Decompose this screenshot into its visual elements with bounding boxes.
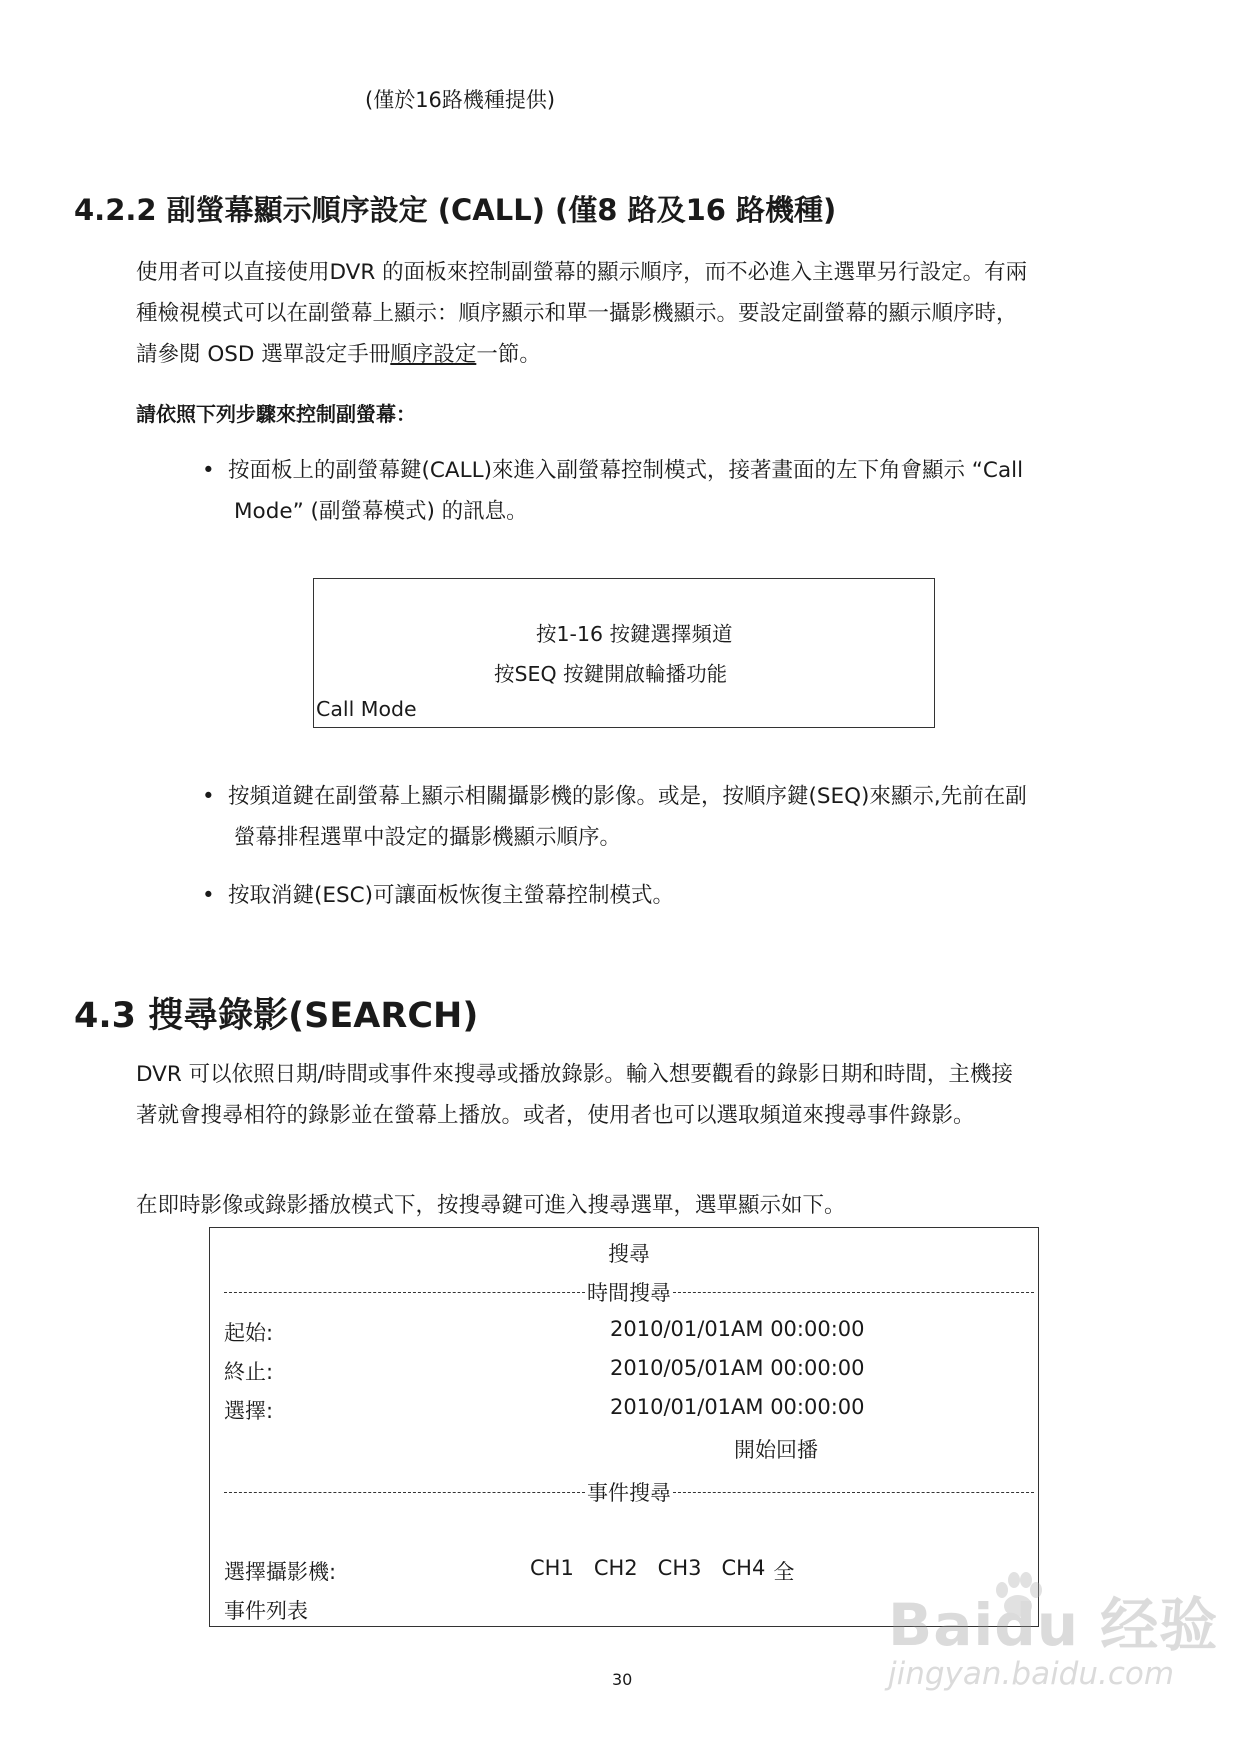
sequence-settings-link[interactable]: 順序設定 — [390, 342, 477, 367]
call-mode-label: Call Mode — [316, 697, 417, 721]
intro-paragraph — [136, 252, 1176, 375]
time-search-label: 時間搜尋 — [587, 1281, 671, 1305]
search-intro: 在即時影像或錄影播放模式下，按搜尋鍵可進入搜尋選單，選單顯示如下。 — [136, 1193, 846, 1218]
watermark-logo: Baidu 经验 — [888, 1591, 1219, 1659]
call-box-line: 按1-16 按鍵選擇頻道 — [536, 622, 733, 646]
camera-select-label: 選擇攝影機: — [224, 1560, 337, 1584]
event-search-label: 事件搜尋 — [587, 1481, 671, 1505]
bullet-item — [228, 450, 1173, 532]
end-label: 終止: — [224, 1360, 274, 1384]
paragraph-line: 種檢視模式可以在副螢幕上顯示：順序顯示和單一攝影機顯示。要設定副螢幕的顯示順序時， — [136, 301, 1018, 326]
start-time-field[interactable]: 2010/01/01AM 00:00:00 — [610, 1317, 865, 1341]
baidu-watermark — [888, 1578, 1219, 1706]
select-label: 選擇: — [224, 1399, 274, 1423]
dashed-rule — [673, 1292, 1034, 1293]
channel-ch4[interactable]: CH4 — [721, 1556, 766, 1580]
call-mode-screen — [313, 578, 935, 728]
select-time-field[interactable]: 2010/01/01AM 00:00:00 — [610, 1395, 865, 1419]
channel-all[interactable]: 全 — [773, 1560, 795, 1584]
page-number: 30 — [612, 1670, 633, 1689]
bullet-line: • 按頻道鍵在副螢幕上顯示相關攝影機的影像。或是，按順序鍵(SEQ)來顯示,先前在副 — [228, 784, 1027, 809]
steps-heading: 請依照下列步驟來控制副螢幕： — [136, 402, 416, 426]
dashed-rule — [224, 1292, 585, 1293]
search-menu-title: 搜尋 — [608, 1242, 650, 1266]
channel-options — [530, 1556, 794, 1586]
call-box-line: 按SEQ 按鍵開啟輪播功能 — [494, 662, 728, 686]
dashed-rule — [224, 1492, 585, 1493]
paragraph-line: 使用者可以直接使用DVR 的面板來控制副螢幕的顯示順序，而不必進入主選單另行設定。有兩 — [136, 260, 1028, 285]
search-paragraph — [136, 1054, 1176, 1136]
channel-ch1[interactable]: CH1 — [530, 1556, 574, 1580]
paragraph-line: DVR 可以依照日期/時間或事件來搜尋或播放錄影。輸入想要觀看的錄影日期和時間，主機接 — [136, 1062, 1013, 1087]
dashed-rule — [673, 1492, 1034, 1493]
bullet-line: • 按取消鍵(ESC)可讓面板恢復主螢幕控制模式。 — [228, 883, 675, 908]
event-search-divider — [224, 1477, 1034, 1507]
bullet-line: • 按面板上的副螢幕鍵(CALL)來進入副螢幕控制模式，接著畫面的左下角會顯示 “Call — [228, 458, 1024, 483]
start-label: 起始: — [224, 1321, 274, 1345]
section-heading-4-2-2: 4.2.2 副螢幕顯示順序設定 (CALL) (僅8 路及16 路機種) — [74, 193, 837, 227]
top-note: (僅於16路機種提供) — [365, 88, 556, 112]
paragraph-text: 一節。 — [476, 342, 541, 367]
watermark-url: jingyan.baidu.com — [888, 1656, 1175, 1692]
channel-ch2[interactable]: CH2 — [593, 1556, 638, 1580]
bullet-item — [228, 776, 1173, 858]
channel-ch3[interactable]: CH3 — [657, 1556, 702, 1580]
paragraph-text: 請參閱 OSD 選單設定手冊 — [136, 342, 391, 367]
section-heading-4-3: 4.3 搜尋錄影(SEARCH) — [74, 996, 479, 1036]
search-menu-screen — [209, 1227, 1039, 1627]
bullet-item — [228, 875, 1173, 916]
event-list-item[interactable]: 事件列表 — [224, 1599, 308, 1623]
time-search-divider — [224, 1277, 1034, 1307]
paragraph-line — [136, 334, 1176, 375]
start-playback-button[interactable]: 開始回播 — [734, 1438, 818, 1462]
end-time-field[interactable]: 2010/05/01AM 00:00:00 — [610, 1356, 865, 1380]
paragraph-line: 著就會搜尋相符的錄影並在螢幕上播放。或者，使用者也可以選取頻道來搜尋事件錄影。 — [136, 1103, 975, 1128]
bullet-line: Mode” (副螢幕模式) 的訊息。 — [234, 499, 528, 524]
bullet-line: 螢幕排程選單中設定的攝影機顯示順序。 — [234, 825, 622, 850]
